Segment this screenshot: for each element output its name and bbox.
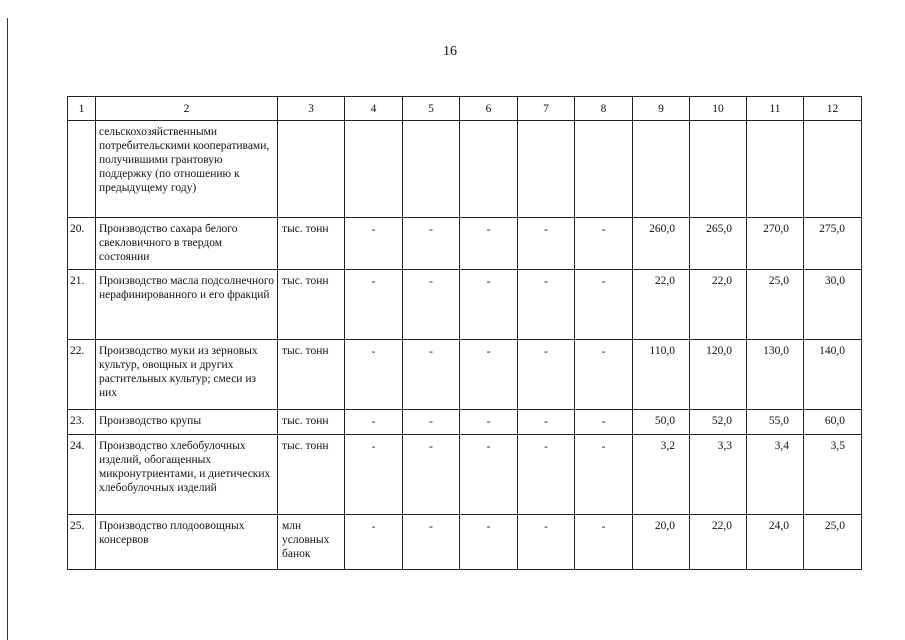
unit-cell: тыс. тонн bbox=[278, 270, 345, 340]
value-cell: - bbox=[345, 218, 403, 270]
unit-cell: тыс. тонн bbox=[278, 340, 345, 410]
value-cell: 22,0 bbox=[690, 270, 747, 340]
value-cell: 52,0 bbox=[690, 410, 747, 435]
value-cell: 3,4 bbox=[747, 435, 804, 515]
unit-cell: млн условных банок bbox=[278, 515, 345, 570]
unit-cell: тыс. тонн bbox=[278, 435, 345, 515]
value-cell: - bbox=[575, 410, 633, 435]
header-cell: 9 bbox=[633, 97, 690, 121]
value-cell: - bbox=[345, 515, 403, 570]
value-cell: 25,0 bbox=[747, 270, 804, 340]
value-cell: 3,3 bbox=[690, 435, 747, 515]
value-cell bbox=[345, 121, 403, 218]
page-left-edge bbox=[7, 18, 8, 640]
value-cell: - bbox=[403, 515, 460, 570]
row-number: 23. bbox=[68, 410, 96, 435]
value-cell bbox=[747, 121, 804, 218]
value-cell: - bbox=[403, 340, 460, 410]
header-cell: 10 bbox=[690, 97, 747, 121]
value-cell: - bbox=[345, 340, 403, 410]
value-cell: 270,0 bbox=[747, 218, 804, 270]
table-row bbox=[68, 515, 862, 570]
header-cell: 3 bbox=[278, 97, 345, 121]
num-cell bbox=[68, 121, 96, 218]
value-cell: 265,0 bbox=[690, 218, 747, 270]
value-cell: 3,5 bbox=[804, 435, 862, 515]
header-cell: 8 bbox=[575, 97, 633, 121]
indicator-name: Производство плодоовощных консервов bbox=[96, 515, 278, 570]
value-cell: 50,0 bbox=[633, 410, 690, 435]
value-cell: 110,0 bbox=[633, 340, 690, 410]
value-cell bbox=[575, 121, 633, 218]
value-cell: - bbox=[575, 340, 633, 410]
value-cell: 120,0 bbox=[690, 340, 747, 410]
indicator-name: Производство масла подсолнечного нерафинированного и его фракций bbox=[96, 270, 278, 340]
indicator-name: Производство хлебобулочных изделий, обогащенных микронутриентами, и диетических хлебобулочных изделий bbox=[96, 435, 278, 515]
value-cell: 130,0 bbox=[747, 340, 804, 410]
row-number: 22. bbox=[68, 340, 96, 410]
row-number: 20. bbox=[68, 218, 96, 270]
value-cell: - bbox=[460, 340, 518, 410]
indicator-name: Производство крупы bbox=[96, 410, 278, 435]
value-cell: - bbox=[518, 340, 575, 410]
value-cell: 24,0 bbox=[747, 515, 804, 570]
value-cell bbox=[804, 121, 862, 218]
indicator-name: Производство сахара белого свекловичного в твердом состоянии bbox=[96, 218, 278, 270]
value-cell: - bbox=[460, 218, 518, 270]
table-row-continuation bbox=[68, 121, 862, 218]
value-cell: - bbox=[345, 410, 403, 435]
page-number: 16 bbox=[443, 44, 457, 59]
value-cell: - bbox=[345, 270, 403, 340]
header-cell: 12 bbox=[804, 97, 862, 121]
value-cell: 20,0 bbox=[633, 515, 690, 570]
header-cell: 6 bbox=[460, 97, 518, 121]
header-cell: 1 bbox=[68, 97, 96, 121]
value-cell: - bbox=[460, 270, 518, 340]
value-cell: - bbox=[460, 435, 518, 515]
value-cell: 25,0 bbox=[804, 515, 862, 570]
value-cell bbox=[690, 121, 747, 218]
indicator-name: Производство муки из зерновых культур, овощных и других растительных культур; смеси из них bbox=[96, 340, 278, 410]
value-cell: - bbox=[403, 218, 460, 270]
value-cell: 140,0 bbox=[804, 340, 862, 410]
value-cell bbox=[518, 121, 575, 218]
value-cell bbox=[633, 121, 690, 218]
table-row bbox=[68, 435, 862, 515]
table-row bbox=[68, 218, 862, 270]
value-cell: - bbox=[403, 410, 460, 435]
unit-cell: тыс. тонн bbox=[278, 410, 345, 435]
value-cell: 30,0 bbox=[804, 270, 862, 340]
unit-cell: тыс. тонн bbox=[278, 218, 345, 270]
value-cell: - bbox=[345, 435, 403, 515]
table-row bbox=[68, 340, 862, 410]
value-cell: 60,0 bbox=[804, 410, 862, 435]
header-cell: 2 bbox=[96, 97, 278, 121]
unit-cell bbox=[278, 121, 345, 218]
value-cell: 22,0 bbox=[633, 270, 690, 340]
row-number: 21. bbox=[68, 270, 96, 340]
row-number: 25. bbox=[68, 515, 96, 570]
value-cell: - bbox=[518, 435, 575, 515]
value-cell: - bbox=[575, 515, 633, 570]
header-row bbox=[68, 97, 862, 121]
value-cell: 55,0 bbox=[747, 410, 804, 435]
header-cell: 5 bbox=[403, 97, 460, 121]
value-cell: - bbox=[518, 270, 575, 340]
row-number: 24. bbox=[68, 435, 96, 515]
value-cell: - bbox=[518, 410, 575, 435]
value-cell: - bbox=[518, 515, 575, 570]
value-cell bbox=[460, 121, 518, 218]
indicator-name: сельскохозяйственными потребительскими кооперативами, получившими грантовую поддержку (по отношению к предыдущему году) bbox=[96, 121, 278, 218]
value-cell: 275,0 bbox=[804, 218, 862, 270]
value-cell: - bbox=[460, 515, 518, 570]
value-cell: 3,2 bbox=[633, 435, 690, 515]
indicators-table bbox=[67, 96, 862, 570]
value-cell: 22,0 bbox=[690, 515, 747, 570]
value-cell: - bbox=[575, 218, 633, 270]
header-cell: 11 bbox=[747, 97, 804, 121]
value-cell: - bbox=[403, 435, 460, 515]
value-cell: - bbox=[403, 270, 460, 340]
value-cell: - bbox=[575, 270, 633, 340]
value-cell bbox=[403, 121, 460, 218]
header-cell: 7 bbox=[518, 97, 575, 121]
value-cell: - bbox=[575, 435, 633, 515]
value-cell: - bbox=[460, 410, 518, 435]
value-cell: - bbox=[518, 218, 575, 270]
value-cell: 260,0 bbox=[633, 218, 690, 270]
table-row bbox=[68, 410, 862, 435]
table-row bbox=[68, 270, 862, 340]
header-cell: 4 bbox=[345, 97, 403, 121]
